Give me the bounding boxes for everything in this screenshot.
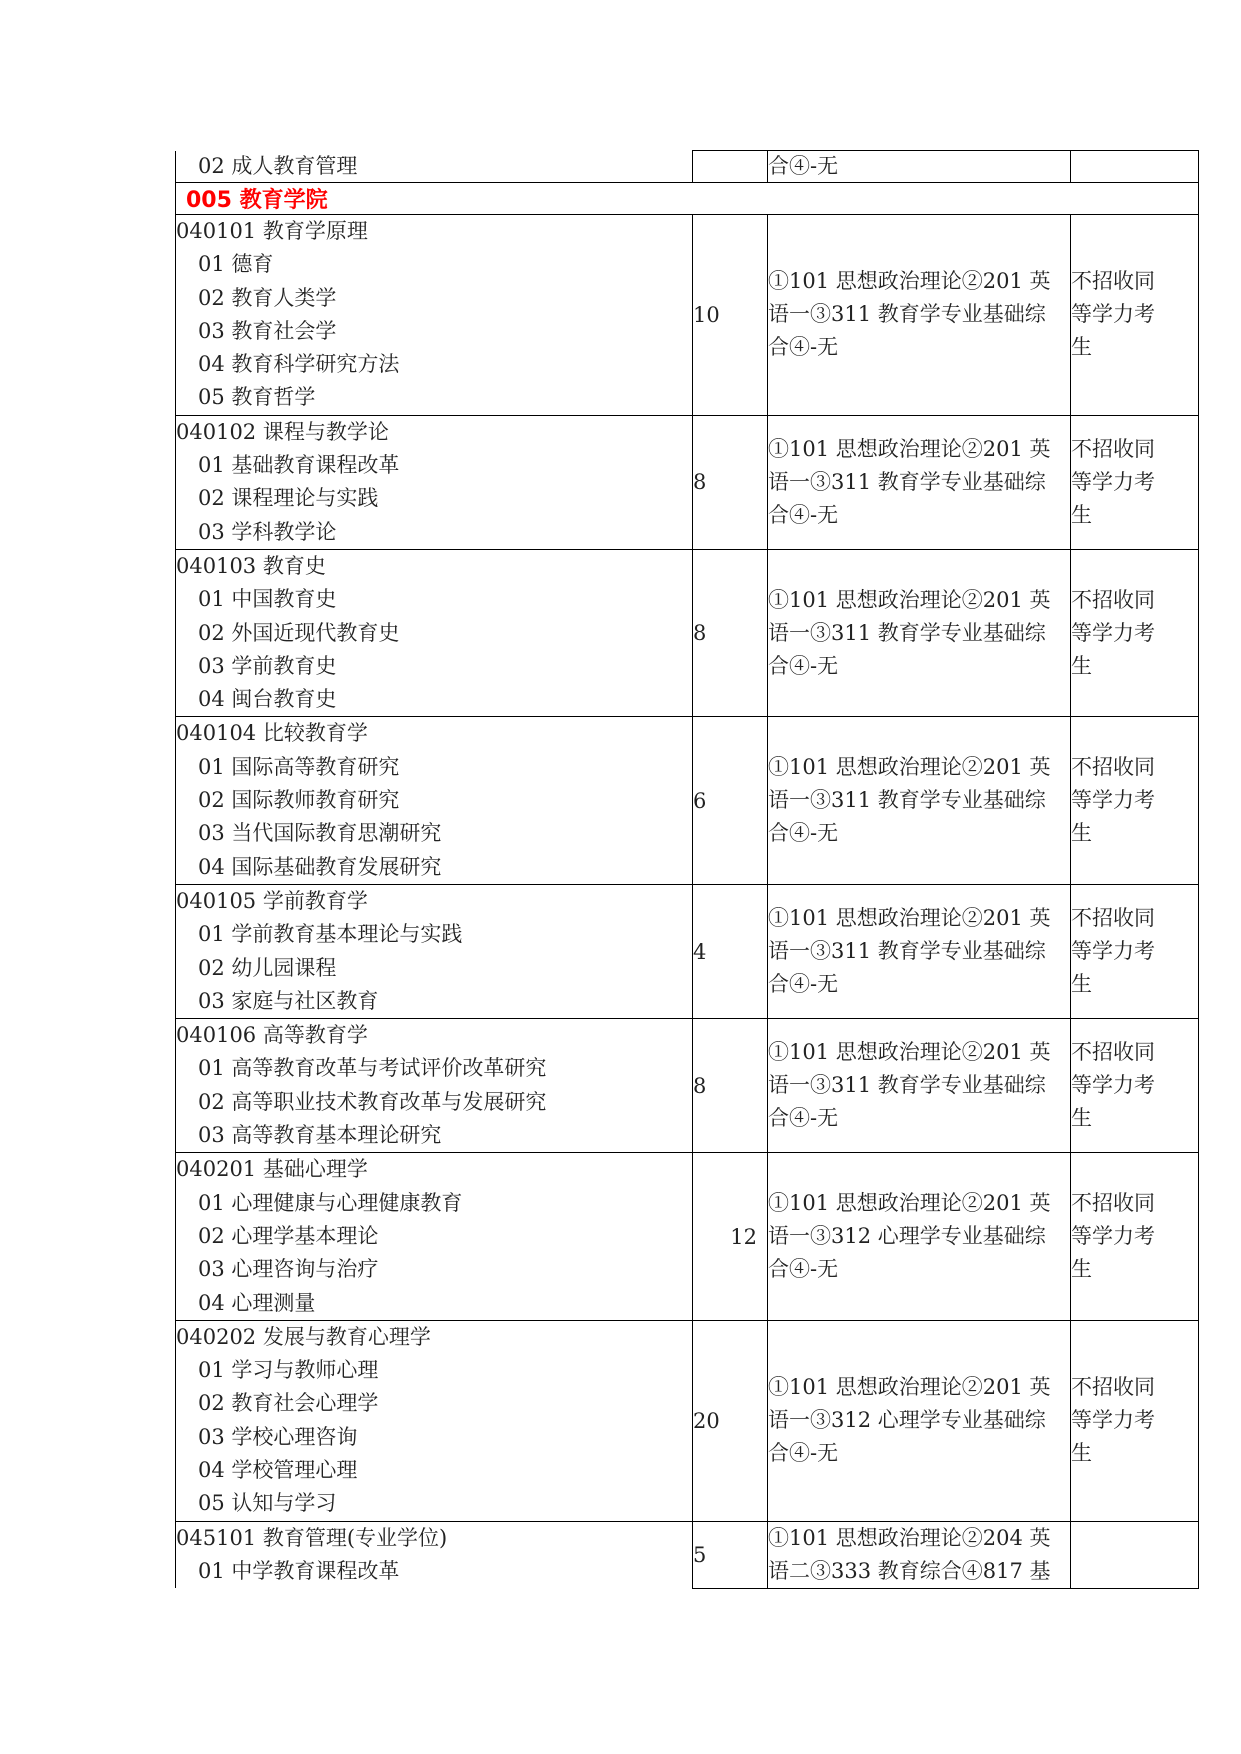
program-row xyxy=(176,1019,1199,1153)
direction-item: 02 高等职业技术教育改革与发展研究 xyxy=(198,1089,547,1114)
quota-cell: 5 xyxy=(693,1521,768,1588)
program-title: 045101 教育管理(专业学位) xyxy=(176,1525,448,1550)
exam-subjects-cell xyxy=(768,1521,1071,1588)
exam-subject-line: 语一③311 教育学专业基础综 xyxy=(768,469,1046,494)
direction-item: 01 德育 xyxy=(198,252,274,277)
exam-subject-line: ①101 思想政治理论②201 英 xyxy=(768,755,1051,780)
remark-line: 等学力考 xyxy=(1071,939,1155,964)
remarks-cell xyxy=(1071,1019,1199,1153)
direction-item: 04 教育科学研究方法 xyxy=(198,352,400,377)
remark-line: 等学力考 xyxy=(1071,1224,1155,1249)
exam-subject-line: 语一③312 心理学专业基础综 xyxy=(768,1224,1046,1249)
direction-item: 03 心理咨询与治疗 xyxy=(198,1257,379,1282)
remark-line: 不招收同 xyxy=(1071,1191,1155,1216)
exam-subjects-cell xyxy=(768,1153,1071,1320)
program-cell xyxy=(176,215,693,416)
exam-subject-line: 合④-无 xyxy=(768,1106,839,1131)
direction-item: 02 教育社会心理学 xyxy=(198,1391,379,1416)
remark-line: 生 xyxy=(1071,821,1092,846)
program-title: 040105 学前教育学 xyxy=(176,888,368,913)
direction-item: 01 学习与教师心理 xyxy=(198,1358,379,1383)
exam-subject-line: 语一③311 教育学专业基础综 xyxy=(768,788,1046,813)
carry-over-subjects-cell: 合④-无 xyxy=(768,151,1071,183)
direction-item: 02 课程理论与实践 xyxy=(198,486,379,511)
program-title: 040202 发展与教育心理学 xyxy=(176,1324,431,1349)
program-row xyxy=(176,549,1199,716)
program-row xyxy=(176,415,1199,549)
quota-cell: 10 xyxy=(693,215,768,416)
program-cell xyxy=(176,549,693,716)
quota-cell: 12 xyxy=(693,1153,768,1320)
direction-item: 03 高等教育基本理论研究 xyxy=(198,1123,442,1148)
exam-subject-line: ①101 思想政治理论②204 英 xyxy=(768,1525,1051,1550)
direction-item: 03 学校心理咨询 xyxy=(198,1424,358,1449)
remark-line: 不招收同 xyxy=(1071,436,1155,461)
remark-line: 不招收同 xyxy=(1071,587,1155,612)
exam-subject-line: ①101 思想政治理论②201 英 xyxy=(768,1191,1051,1216)
direction-item: 01 中学教育课程改革 xyxy=(198,1558,400,1583)
exam-subject-line: 合④-无 xyxy=(768,653,839,678)
exam-subject-line: 语二③333 教育综合④817 基 xyxy=(768,1558,1051,1583)
remark-line: 生 xyxy=(1071,502,1092,527)
direction-item: 01 国际高等教育研究 xyxy=(198,754,400,779)
program-title: 040104 比较教育学 xyxy=(176,721,368,746)
direction-item: 04 学校管理心理 xyxy=(198,1457,358,1482)
carry-over-quota-cell xyxy=(693,151,768,183)
remark-line: 等学力考 xyxy=(1071,1073,1155,1098)
remark-line: 等学力考 xyxy=(1071,302,1155,327)
direction-item: 03 教育社会学 xyxy=(198,318,337,343)
exam-subjects-cell xyxy=(768,1320,1071,1521)
exam-subject-line: 合④-无 xyxy=(768,972,839,997)
direction-item: 04 闽台教育史 xyxy=(198,687,337,712)
quota-cell: 4 xyxy=(693,884,768,1018)
exam-subject-line: 语一③311 教育学专业基础综 xyxy=(768,302,1046,327)
college-title: 005 教育学院 xyxy=(176,183,1199,215)
quota-cell: 6 xyxy=(693,717,768,884)
remarks-cell xyxy=(1071,1153,1199,1320)
exam-subject-line: ①101 思想政治理论②201 英 xyxy=(768,269,1051,294)
remark-line: 不招收同 xyxy=(1071,1375,1155,1400)
exam-subject-line: 合④-无 xyxy=(768,821,839,846)
direction-item: 03 家庭与社区教育 xyxy=(198,988,379,1013)
program-title: 040102 课程与教学论 xyxy=(176,419,389,444)
exam-subjects-cell xyxy=(768,717,1071,884)
remark-line: 等学力考 xyxy=(1071,1408,1155,1433)
exam-subjects-cell xyxy=(768,884,1071,1018)
exam-subjects-cell xyxy=(768,415,1071,549)
quota-cell: 8 xyxy=(693,1019,768,1153)
program-cell xyxy=(176,1019,693,1153)
exam-subject-line: 语一③311 教育学专业基础综 xyxy=(768,939,1046,964)
direction-item: 01 心理健康与心理健康教育 xyxy=(198,1190,463,1215)
exam-subject-line: ①101 思想政治理论②201 英 xyxy=(768,906,1051,931)
remarks-cell xyxy=(1071,415,1199,549)
remark-line: 不招收同 xyxy=(1071,1040,1155,1065)
direction-item: 02 心理学基本理论 xyxy=(198,1223,379,1248)
direction-item: 03 当代国际教育思潮研究 xyxy=(198,821,442,846)
remark-line: 生 xyxy=(1071,1257,1092,1282)
exam-subject-line: 合④-无 xyxy=(768,1441,839,1466)
program-cell xyxy=(176,1153,693,1320)
program-row xyxy=(176,1521,1199,1588)
college-header-row xyxy=(176,183,1199,215)
remark-line: 等学力考 xyxy=(1071,620,1155,645)
direction-item: 01 基础教育课程改革 xyxy=(198,453,400,478)
carry-over-note-cell xyxy=(1071,151,1199,183)
program-row xyxy=(176,215,1199,416)
enrollment-catalog-table xyxy=(175,150,1199,1589)
program-cell xyxy=(176,415,693,549)
program-title: 040201 基础心理学 xyxy=(176,1157,368,1182)
exam-subjects-cell xyxy=(768,549,1071,716)
remark-line: 生 xyxy=(1071,972,1092,997)
quota-cell: 8 xyxy=(693,415,768,549)
direction-item: 05 教育哲学 xyxy=(198,385,316,410)
program-row xyxy=(176,1153,1199,1320)
direction-item: 05 认知与学习 xyxy=(198,1491,337,1516)
remark-line: 等学力考 xyxy=(1071,469,1155,494)
direction-item: 03 学前教育史 xyxy=(198,653,337,678)
remark-line: 生 xyxy=(1071,1106,1092,1131)
remarks-cell xyxy=(1071,549,1199,716)
direction-item: 02 教育人类学 xyxy=(198,285,337,310)
direction-item: 01 学前教育基本理论与实践 xyxy=(198,922,463,947)
exam-subject-line: 语一③312 心理学专业基础综 xyxy=(768,1408,1046,1433)
direction-item: 02 幼儿园课程 xyxy=(198,955,337,980)
direction-item: 04 国际基础教育发展研究 xyxy=(198,854,442,879)
remarks-cell xyxy=(1071,884,1199,1018)
program-cell xyxy=(176,1521,693,1588)
exam-subject-line: ①101 思想政治理论②201 英 xyxy=(768,587,1051,612)
quota-cell: 20 xyxy=(693,1320,768,1521)
program-title: 040103 教育史 xyxy=(176,553,326,578)
remarks-cell xyxy=(1071,1521,1199,1588)
remark-line: 生 xyxy=(1071,1441,1092,1466)
exam-subject-line: 合④-无 xyxy=(768,502,839,527)
program-title: 040101 教育学原理 xyxy=(176,219,368,243)
direction-item: 02 外国近现代教育史 xyxy=(198,620,400,645)
direction-item: 01 高等教育改革与考试评价改革研究 xyxy=(198,1056,547,1081)
carry-over-row xyxy=(176,151,1199,183)
exam-subject-line: ①101 思想政治理论②201 英 xyxy=(768,1040,1051,1065)
quota-cell: 8 xyxy=(693,549,768,716)
direction-item: 03 学科教学论 xyxy=(198,519,337,544)
remarks-cell xyxy=(1071,1320,1199,1521)
program-row xyxy=(176,884,1199,1018)
direction-item: 04 心理测量 xyxy=(198,1290,316,1315)
program-row xyxy=(176,717,1199,884)
exam-subject-line: ①101 思想政治理论②201 英 xyxy=(768,436,1051,461)
direction-item: 02 国际教师教育研究 xyxy=(198,788,400,813)
program-row xyxy=(176,1320,1199,1521)
program-cell xyxy=(176,884,693,1018)
program-cell xyxy=(176,1320,693,1521)
exam-subject-line: 合④-无 xyxy=(768,335,839,360)
remark-line: 生 xyxy=(1071,653,1092,678)
exam-subject-line: 语一③311 教育学专业基础综 xyxy=(768,620,1046,645)
exam-subject-line: ①101 思想政治理论②201 英 xyxy=(768,1375,1051,1400)
remark-line: 生 xyxy=(1071,335,1092,360)
exam-subjects-cell xyxy=(768,215,1071,416)
remarks-cell xyxy=(1071,215,1199,416)
remark-line: 不招收同 xyxy=(1071,755,1155,780)
direction-item: 01 中国教育史 xyxy=(198,587,337,612)
program-cell xyxy=(176,717,693,884)
remark-line: 不招收同 xyxy=(1071,269,1155,294)
direction-text: 02 成人教育管理 xyxy=(198,153,358,178)
remark-line: 不招收同 xyxy=(1071,906,1155,931)
exam-subject-line: 语一③311 教育学专业基础综 xyxy=(768,1073,1046,1098)
remarks-cell xyxy=(1071,717,1199,884)
program-title: 040106 高等教育学 xyxy=(176,1023,368,1048)
exam-subjects-cell xyxy=(768,1019,1071,1153)
exam-subject-line: 合④-无 xyxy=(768,1257,839,1282)
carry-over-direction-cell xyxy=(176,151,693,183)
remark-line: 等学力考 xyxy=(1071,788,1155,813)
